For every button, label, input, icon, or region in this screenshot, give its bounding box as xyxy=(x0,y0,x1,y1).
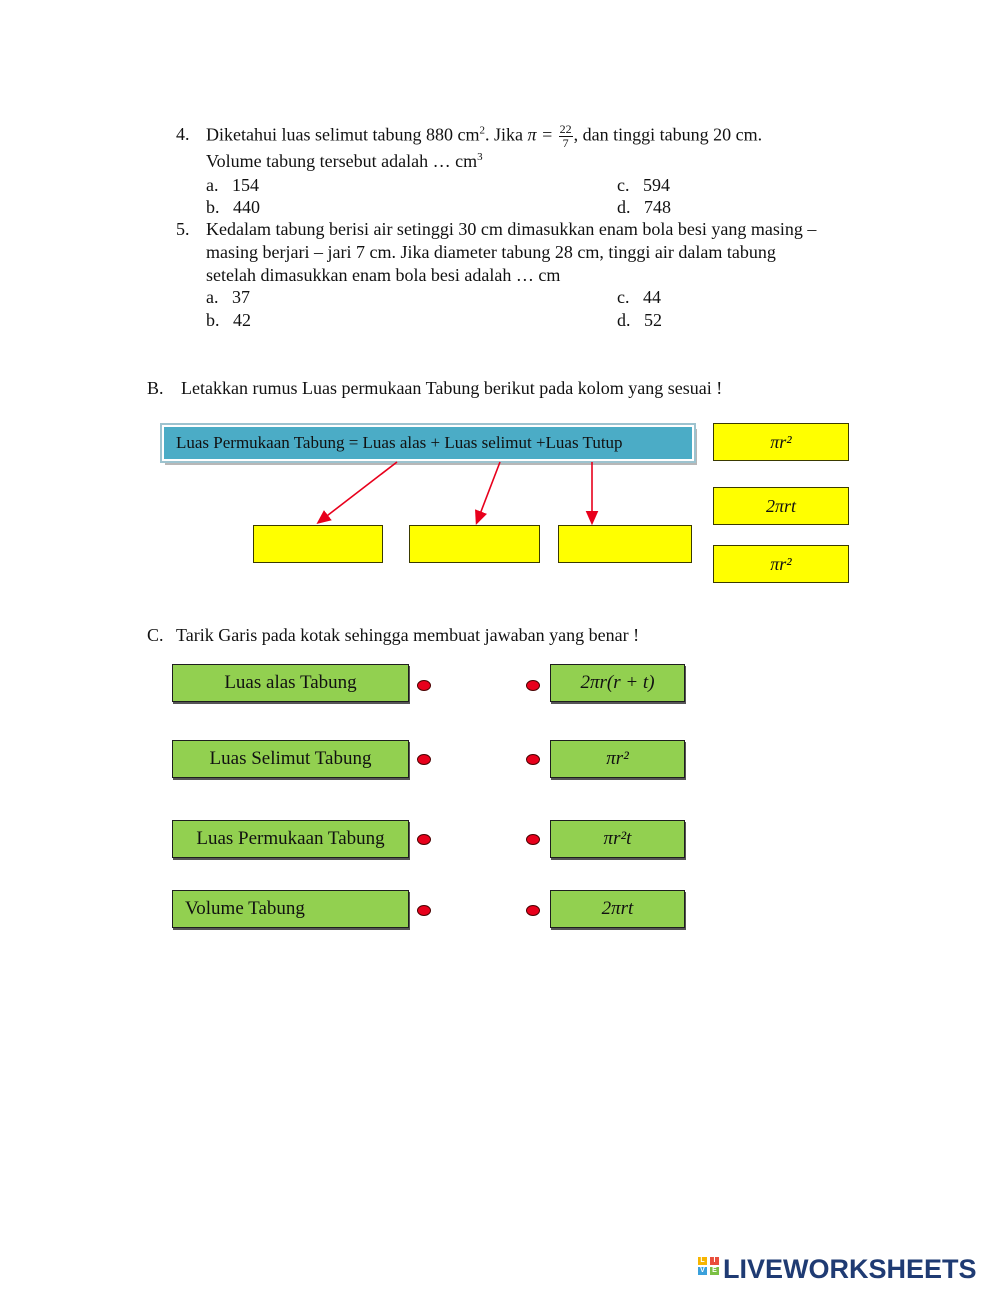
q5-line2: masing berjari – jari 7 cm. Jika diameter tabung 28 cm, tinggi air dalam tabung xyxy=(206,242,776,262)
q5-option-d: d. 52 xyxy=(617,310,662,330)
match-dot-right-1[interactable] xyxy=(526,680,540,691)
q4-text-c: , dan tinggi tabung 20 cm. xyxy=(573,124,763,145)
match-right-1: 2πr(r + t) xyxy=(550,664,685,702)
section-c-instruction: Tarik Garis pada kotak sehingga membuat jawaban yang benar ! xyxy=(176,625,640,645)
match-right-2: πr² xyxy=(550,740,685,778)
q5-line3: setelah dimasukkan enam bola besi adalah … cm xyxy=(206,265,561,285)
q5-option-a: a. 37 xyxy=(206,287,250,307)
liveworksheets-logo-text: LIVEWORKSHEETS xyxy=(723,1254,977,1284)
drop-slot-2[interactable] xyxy=(409,525,540,563)
q5-option-c: c. 44 xyxy=(617,287,661,307)
logo-tile-e: E xyxy=(710,1267,719,1275)
section-b-instruction: Letakkan rumus Luas permukaan Tabung berikut pada kolom yang sesuai ! xyxy=(181,378,723,398)
arrow-to-blank-1 xyxy=(319,462,397,522)
q4-number: 4. xyxy=(176,124,190,144)
section-b-label: B. xyxy=(147,378,164,398)
match-dot-left-2[interactable] xyxy=(417,754,431,765)
draggable-option-1[interactable]: πr² xyxy=(713,423,849,461)
q4-pi-eq: π = xyxy=(527,124,554,145)
drop-slot-3[interactable] xyxy=(558,525,692,563)
match-left-luas-alas: Luas alas Tabung xyxy=(172,664,409,702)
q5-line1: Kedalam tabung berisi air setinggi 30 cm dimasukkan enam bola besi yang masing – xyxy=(206,219,817,239)
q5-option-b: b. 42 xyxy=(206,310,251,330)
draggable-option-3[interactable]: πr² xyxy=(713,545,849,583)
match-dot-left-1[interactable] xyxy=(417,680,431,691)
q4-frac-num: 22 xyxy=(559,122,572,136)
q4-text-a: Diketahui luas selimut tabung 880 cm xyxy=(206,124,480,145)
q5-number: 5. xyxy=(176,219,190,239)
match-right-3: πr²t xyxy=(550,820,685,858)
logo-tile-i: I xyxy=(710,1257,719,1265)
formula-banner: Luas Permukaan Tabung = Luas alas + Luas selimut +Luas Tutup xyxy=(162,425,694,461)
match-left-luas-selimut: Luas Selimut Tabung xyxy=(172,740,409,778)
q4-option-c: c. 594 xyxy=(617,175,670,195)
match-dot-right-4[interactable] xyxy=(526,905,540,916)
q4-sup-a: 2 xyxy=(479,124,485,137)
q4-option-d: d. 748 xyxy=(617,197,671,217)
match-right-4: 2πrt xyxy=(550,890,685,928)
drop-slot-1[interactable] xyxy=(253,525,383,563)
logo-tile-v: V xyxy=(698,1267,707,1275)
q4-line2-text: Volume tabung tersebut adalah … cm xyxy=(206,151,478,171)
q4-option-a: a. 154 xyxy=(206,175,259,195)
match-dot-left-3[interactable] xyxy=(417,834,431,845)
arrows-layer xyxy=(0,0,1000,600)
logo-tile-l: L xyxy=(698,1257,707,1265)
q4-option-b: b. 440 xyxy=(206,197,260,217)
section-c-label: C. xyxy=(147,625,164,645)
match-dot-right-2[interactable] xyxy=(526,754,540,765)
match-dot-left-4[interactable] xyxy=(417,905,431,916)
match-dot-right-3[interactable] xyxy=(526,834,540,845)
liveworksheets-logo-icon xyxy=(698,1257,720,1283)
q4-frac-den: 7 xyxy=(562,136,569,150)
match-left-luas-permukaan: Luas Permukaan Tabung xyxy=(172,820,409,858)
arrow-to-blank-2 xyxy=(477,462,500,522)
q4-sup-b: 3 xyxy=(477,151,483,163)
draggable-option-2[interactable]: 2πrt xyxy=(713,487,849,525)
q4-text-b: . Jika xyxy=(484,124,528,145)
match-left-volume: Volume Tabung xyxy=(172,890,409,928)
